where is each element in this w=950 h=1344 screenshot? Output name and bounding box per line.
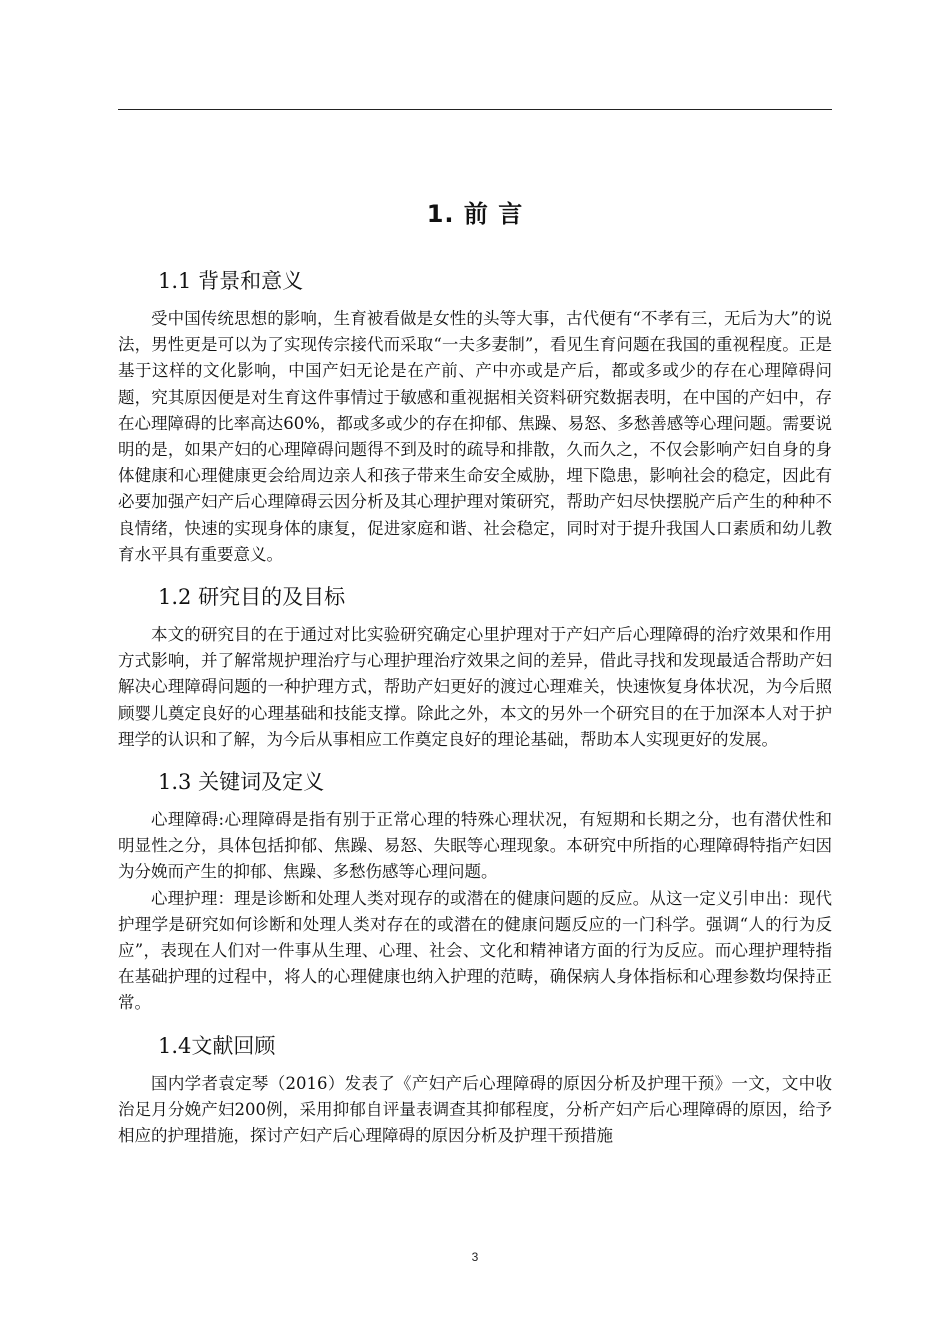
page-number: 3 (471, 1250, 479, 1264)
section-heading: 1.2 研究目的及目标 (158, 585, 346, 610)
paragraph: 国内学者袁定琴（2016）发表了《产妇产后心理障碍的原因分析及护理干预》一文，文中收治足月分娩产妇200例，采用抑郁自评量表调查其抑郁程度，分析产妇产后心理障碍的原因，给予相应的护理措施，探讨产妇产后心理障碍的原因分析及护理干预措施 (118, 1073, 832, 1146)
header-rule (118, 109, 832, 110)
section-literature-review (118, 1027, 832, 1150)
paragraph: 本文的研究目的在于通过对比实验研究确定心里护理对于产妇产后心理障碍的治疗效果和作用方式影响，并了解常规护理治疗与心理护理治疗效果之间的差异，借此寻找和发现最适合帮助产妇解决心理障碍问题的一种护理方式，帮助产妇更好的渡过心理难关，快速恢复身体状况，为今后照顾婴儿奠定良好的心理基础和技能支撑。除此之外，本文的另外一个研究目的在于加深本人对于护理学的认识和了解，为今后从事相应工作奠定良好的理论基础，帮助本人实现更好的发展。 (118, 625, 832, 749)
section-heading: 1.4文献回顾 (158, 1033, 276, 1058)
section-background (118, 262, 832, 568)
section-keywords (118, 763, 832, 1017)
document-body (118, 262, 832, 1159)
section-heading: 1.1 背景和意义 (158, 269, 304, 293)
paragraph: 受中国传统思想的影响，生育被看做是女性的头等大事，古代便有“不孝有三，无后为大”的说法，男性更是可以为了实现传宗接代而采取“一夫多妻制”，看见生育问题在我国的重视程度。正是基于这样的文化影响，中国产妇无论是在产前、产中亦或是产后，都或多或少的存在心理障碍问题，究其原因便是对生育这件事情过于敏感和重视据相关资料研究数据表明，在中国的产妇中，存在心理障碍的比率高达60%，都或多或少的存在抑郁、焦躁、易怒、多愁善感等心理问题。需要说明的是，如果产妇的心理障碍问题得不到及时的疏导和排散，久而久之，不仅会影响产妇自身的身体健康和心理健康更会给周边亲人和孩子带来生命安全威胁，埋下隐患，影响社会的稳定，因此有必要加强产妇产后心理障碍云因分析及其心理护理对策研究，帮助产妇尽快摆脱产后产生的种种不良情绪，快速的实现身体的康复，促进家庭和谐、社会稳定，同时对于提升我国人口素质和幼儿教育水平具有重要意义。 (118, 309, 832, 564)
section-heading: 1.3 关键词及定义 (158, 770, 325, 795)
paragraph: 心理护理：理是诊断和处理人类对现存的或潜在的健康问题的反应。从这一定义引申出：现代护理学是研究如何诊断和处理人类对存在的或潜在的健康问题反应的一门科学。强调“人的行为反应”，表现在人们对一件事从生理、心理、社会、文化和精神诸方面的行为反应。而心理护理特指在基础护理的过程中，将人的心理健康也纳入护理的范畴，确保病人身体指标和心理参数均保持正常。 (118, 888, 832, 1013)
section-objectives (118, 578, 832, 753)
paragraph: 心理障碍:心理障碍是指有别于正常心理的特殊心理状况，有短期和长期之分，也有潜伏性和明显性之分，具体包括抑郁、焦躁、易怒、失眠等心理现象。本研究中所指的心理障碍特指产妇因为分娩而产生的抑郁、焦躁、多愁伤感等心理问题。 (118, 810, 832, 882)
chapter-title: 1. 前 言 (426, 200, 524, 228)
